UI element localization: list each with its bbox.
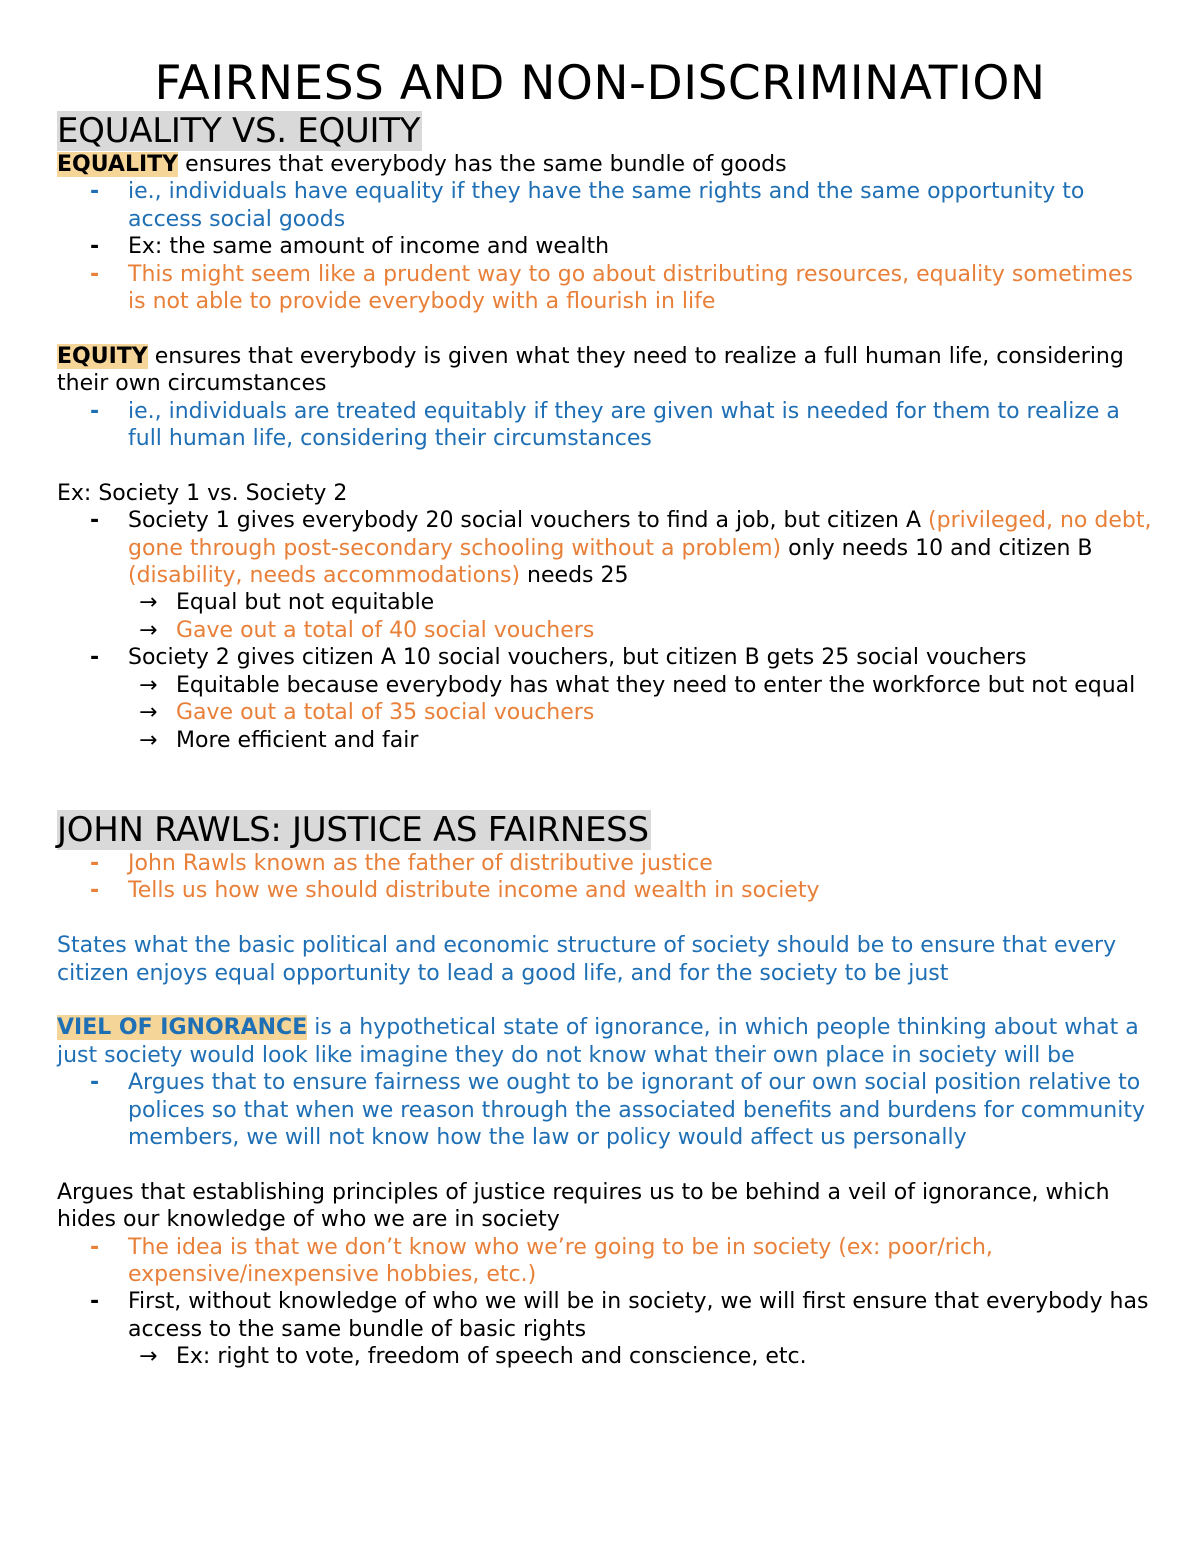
list-item: - Tells us how we should distribute income and wealth in society [57, 877, 1157, 904]
list-item: - ie., individuals are treated equitably if they are given what is needed for them to realize a full human life, considering their circumstances [57, 398, 1157, 453]
list-item: - This might seem like a prudent way to go about distributing resources, equality sometimes is not able to provide everybody with a flourish in life [57, 261, 1157, 316]
page-title: FAIRNESS AND NON-DISCRIMINATION [154, 56, 1046, 111]
list-item: → Equitable because everybody has what they need to enter the workforce but not equal [57, 672, 1157, 699]
equality-term: EQUALITY [57, 152, 179, 177]
argues-bullets [57, 1234, 1157, 1371]
equality-bullets [57, 178, 1157, 315]
section-john-rawls [57, 810, 1157, 1371]
argues-arrows [57, 1343, 1157, 1370]
equity-term: EQUITY [57, 343, 148, 369]
list-item: - First, without knowledge of who we will be in society, we will first ensure that everybody has access to the same bundle of basic rights → Ex: right to vote, freedom of speech and conscience, etc. [57, 1288, 1157, 1370]
section-heading: JOHN RAWLS: JUSTICE AS FAIRNESS [57, 810, 649, 850]
argues-paragraph: Argues that establishing principles of justice requires us to be behind a veil of ignorance, which hides our knowledge of who we are in society [57, 1179, 1110, 1233]
list-item: - The idea is that we don’t know who we’re going to be in society (ex: poor/rich, expensive/inexpensive hobbies, etc.) [57, 1234, 1157, 1289]
list-item: → Equal but not equitable [57, 589, 1157, 616]
veil-term: VIEL OF IGNORANCE [57, 1015, 308, 1041]
equality-definition: EQUALITY ensures that everybody has the same bundle of goods [57, 152, 787, 177]
list-item: → Gave out a total of 35 social vouchers [57, 699, 1157, 726]
example-intro: Ex: Society 1 vs. Society 2 [57, 480, 348, 506]
list-item: - Argues that to ensure fairness we ought to be ignorant of our own social position relative to polices so that when we reason through the associated benefits and burdens for community members, we will not know how the law or policy would affect us personally [57, 1069, 1157, 1151]
society2-arrows [57, 672, 1157, 754]
society1-arrows [57, 589, 1157, 644]
rawls-bullets [57, 850, 1157, 905]
list-item: → Gave out a total of 40 social vouchers [57, 617, 1157, 644]
states-paragraph: States what the basic political and economic structure of society should be to ensure that every citizen enjoys equal opportunity to lead a good life, and for the society to be just [57, 933, 1117, 986]
equity-bullets [57, 398, 1157, 453]
society2-item: - Society 2 gives citizen A 10 social vouchers, but citizen B gets 25 social vouchers → Equitable because everybody has what they need to enter the workforce but not equal → Gave out a total of 35 social vouchers → More efficient and fair [57, 644, 1157, 754]
veil-definition: VIEL OF IGNORANCE is a hypothetical state of ignorance, in which people thinking about what a just society would look like imagine they do not know what their own place in society will be [57, 1015, 1139, 1068]
section-heading: EQUALITY VS. EQUITY [57, 111, 421, 151]
society1-item: - Society 1 gives everybody 20 social vouchers to find a job, but citizen A (privileged, no debt, gone through post-secondary schooling without a problem) only needs 10 and citizen B (disability, needs accommodations) needs 25 → Equal but not equitable → Gave out a total of 40 social vouchers [57, 507, 1157, 644]
list-item: - John Rawls known as the father of distributive justice [57, 850, 1157, 877]
example-bullets [57, 507, 1157, 754]
equity-definition: EQUITY ensures that everybody is given what they need to realize a full human life, considering their own circumstances [57, 343, 1124, 397]
veil-bullets [57, 1069, 1157, 1151]
list-item: → More efficient and fair [57, 727, 1157, 754]
section-equality-vs-equity [57, 111, 1157, 754]
list-item: → Ex: right to vote, freedom of speech and conscience, etc. [57, 1343, 1157, 1370]
list-item: - Ex: the same amount of income and wealth [57, 233, 1157, 260]
list-item: - ie., individuals have equality if they have the same rights and the same opportunity to access social goods [57, 178, 1157, 233]
